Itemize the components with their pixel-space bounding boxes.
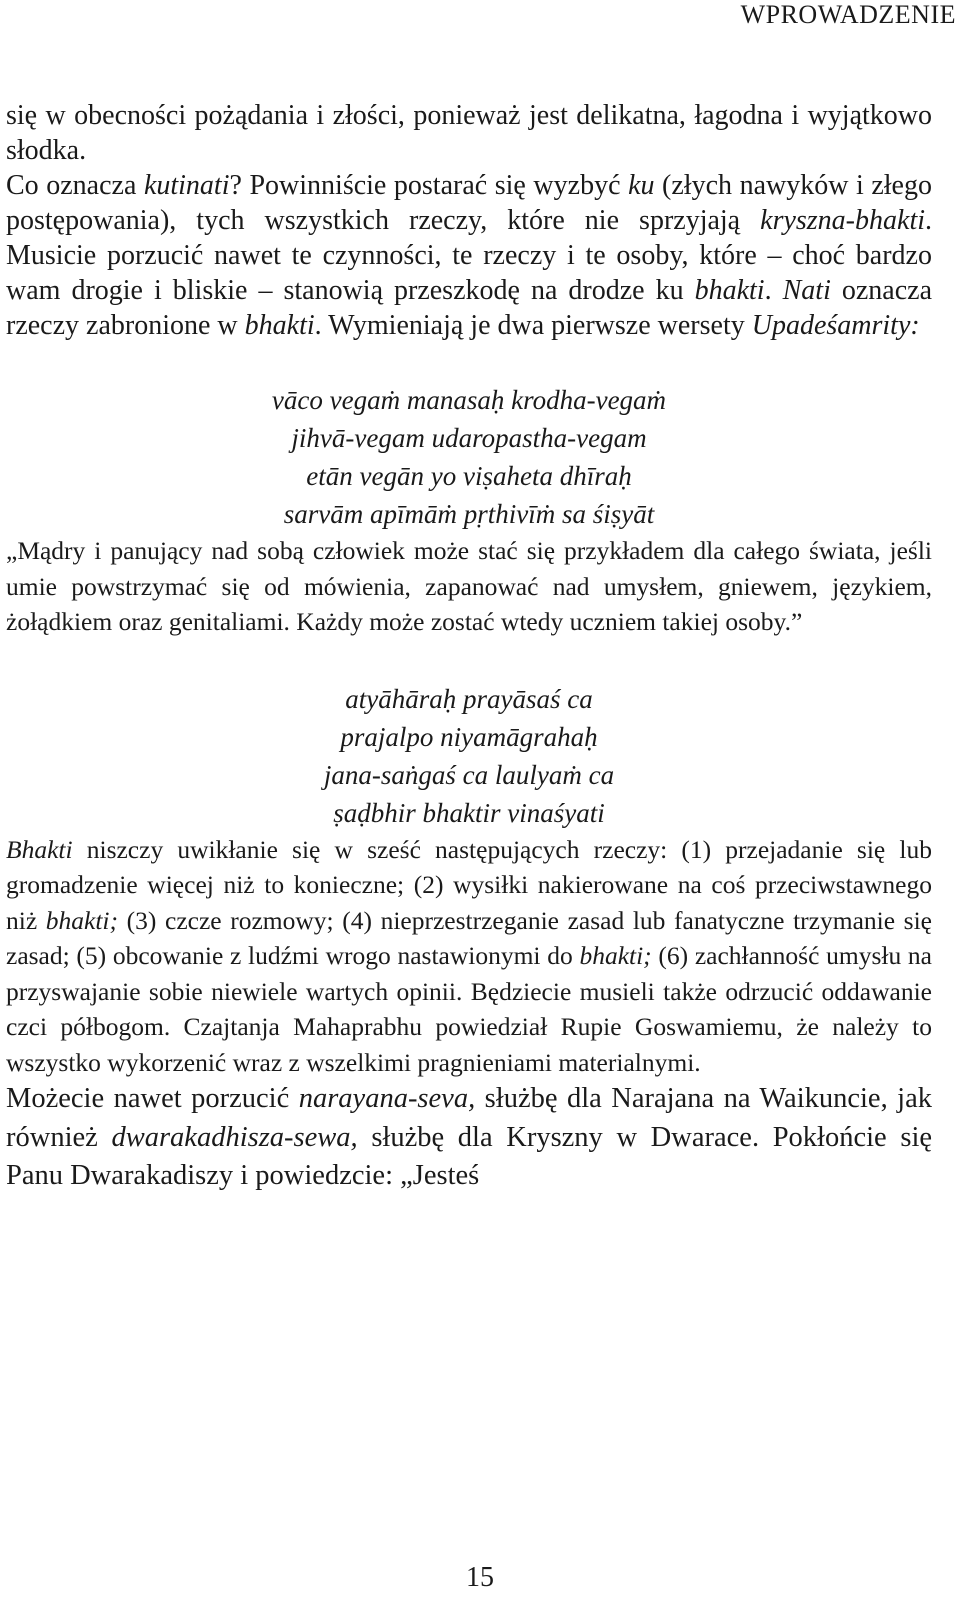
paragraph-narayana-seva (6, 1080, 932, 1196)
italic-term: dwarakadhisza-sewa, (111, 1121, 358, 1153)
text-run: Co oznacza (6, 170, 144, 201)
verse-translation: „Mądry i panujący nad sobą człowiek może stać się przykładem dla całego świata, jeśli umie powstrzymać się od mówienia, zapanować nad umysłem, gniewem, językiem, żołądkiem oraz genitaliami. Każdy może zostać wtedy uczniem takiej osoby.” (6, 536, 932, 636)
sanskrit-verse-2 (6, 680, 932, 832)
text-run: Możecie nawet porzucić (6, 1083, 299, 1114)
text-run: (złych nawyków i złego postępowania), tych wszystkich rzeczy, które nie sprzyjają (6, 170, 932, 236)
verse-line: jihvā-vegam udaropastha-vegam (291, 423, 647, 453)
italic-term: kutinati (143, 170, 230, 201)
italic-term: bhakti; (45, 905, 119, 935)
page-body (6, 98, 932, 1196)
paragraph-continuation: się w obecności pożądania i złości, ponieważ jest delikatna, łagodna i wyjątkowo słodka. (6, 100, 932, 166)
text-run: służbę dla Kryszny w Dwarace. Pokłońcie się Panu Dwarakadiszy i powiedzcie: „Jesteś (6, 1121, 933, 1191)
italic-term: bhakti; (579, 941, 652, 970)
verse-line: vāco vegaṁ manasaḥ krodha-vegaṁ (271, 385, 667, 415)
italic-term: Upadeśamrity: (751, 310, 920, 341)
verse-line: etān vegān yo viṣaheta dhīraḥ (306, 461, 632, 491)
italic-term: narayana-seva, (298, 1083, 476, 1114)
text-run: oznacza rzeczy zabronione w (6, 275, 932, 341)
verse-line: sarvām apīmāṁ pṛthivīṁ sa śiṣyāt (283, 499, 655, 529)
text-run: służbę dla Narajana na Waikuncie, jak również (6, 1083, 933, 1153)
text-run: . (764, 275, 783, 306)
paragraph-kutinati (6, 168, 932, 343)
text-run: . Musicie porzucić nawet te czynności, te rzeczy i te osoby, które – choć bardzo wam drogie i bliskie – stanowią przeszkodę na drodze ku (6, 205, 932, 306)
italic-term: bhakti (694, 275, 765, 306)
italic-term: Bhakti (6, 834, 73, 864)
verse-line: atyāhāraḥ prayāsaś ca (345, 683, 593, 714)
verse-line: ṣaḍbhir bhaktir vinaśyati (333, 797, 605, 828)
text-run: . Wymieniają je dwa pierwsze wersety (314, 310, 752, 341)
running-header: WPROWADZENIE (740, 0, 956, 29)
text-run: (6) zachłanność umysłu na przyswajanie sobie niewiele wartych opinii. Będziecie musieli także odrzucić oddawanie czci półbogom. Czajtanja Mahaprabhu powiedział Rupie Goswamiemu, że należy to wszystko wykorzenić wraz z wszelkimi pragnieniami materialnymi. (6, 941, 932, 1077)
italic-term: Nati (782, 275, 831, 306)
italic-term: ku (628, 170, 655, 201)
verse-line: prajalpo niyamāgrahaḥ (340, 721, 598, 752)
italic-term: kryszna-bhakti (760, 205, 925, 236)
text-run: (3) czcze rozmowy; (4) nieprzestrzeganie zasad lub fanatyczne trzymanie się zasad; (5) obcowanie z ludźmi wrogo nastawionymi do (6, 905, 932, 970)
sanskrit-verse-1 (6, 381, 932, 533)
text-run: ? Powinniście postarać się wyzbyć (229, 170, 629, 201)
verse-line: jana-saṅgaś ca laulyaṁ ca (323, 759, 615, 790)
italic-term: bhakti (244, 310, 315, 341)
text-run: niszczy uwikłanie się w sześć następujących rzeczy: (1) przejadanie się lub gromadzenie więcej niż to konieczne; (2) wysiłki nakierowane na coś przeciwstawnego niż (6, 834, 932, 935)
paragraph-bhakti (6, 832, 932, 1081)
page-number: 15 (466, 1562, 494, 1593)
